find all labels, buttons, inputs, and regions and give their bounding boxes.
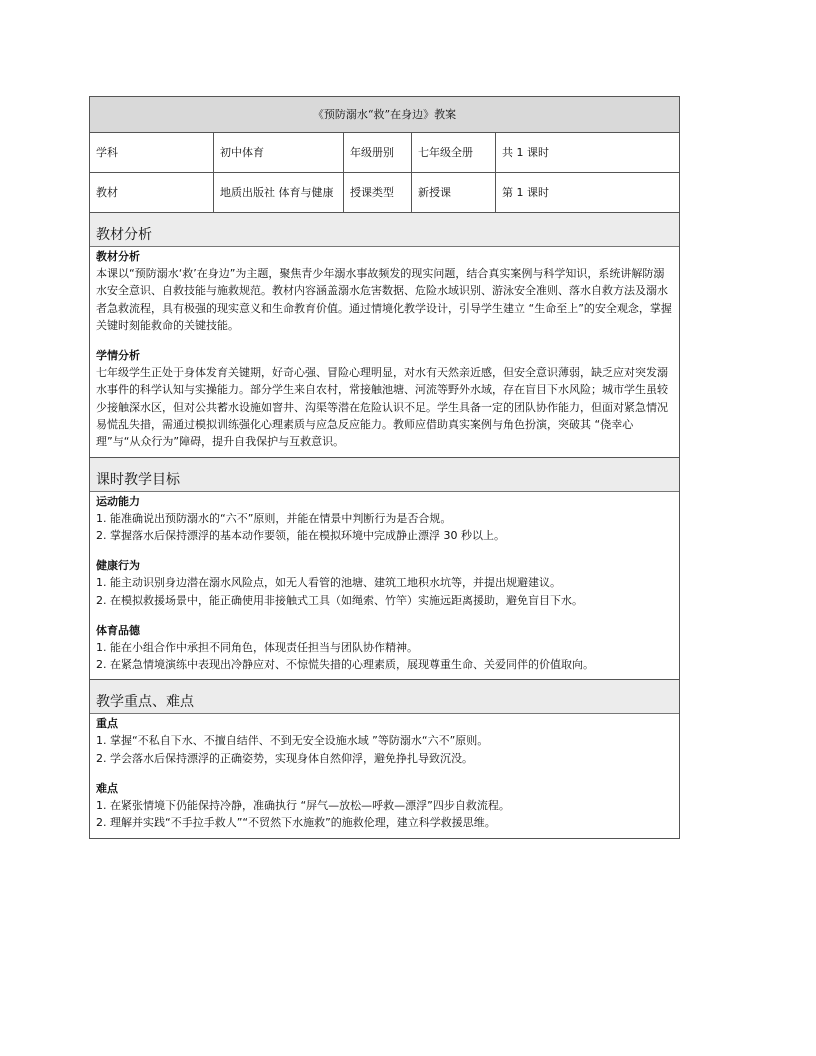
objective-group-title: 运动能力 bbox=[96, 494, 140, 508]
objective-group-title: 健康行为 bbox=[96, 559, 140, 573]
keypoint-group-title: 重点 bbox=[96, 717, 118, 731]
grade-label: 年级册别 bbox=[344, 133, 412, 173]
difficulty-item: 1. 在紧张情境下仍能保持冷静，准确执行 “屏气—放松—呼救—漂浮”四步自救流程。 bbox=[96, 799, 510, 813]
lesson-type-value: 新授课 bbox=[412, 173, 496, 213]
objective-item: 2. 掌握落水后保持漂浮的基本动作要领，能在模拟环境中完成静止漂浮 30 秒以上。 bbox=[96, 528, 505, 542]
total-hours: 共 1 课时 bbox=[496, 133, 680, 173]
objectives-section bbox=[90, 457, 680, 680]
current-hour: 第 1 课时 bbox=[496, 173, 680, 213]
document-title: 《预防溺水“救”在身边》教案 bbox=[90, 97, 680, 133]
grade-value: 七年级全册 bbox=[412, 133, 496, 173]
difficulty-group-title: 难点 bbox=[96, 782, 118, 796]
objective-item: 1. 能在小组合作中承担不同角色，体现责任担当与团队协作精神。 bbox=[96, 640, 418, 654]
lesson-type-label: 授课类型 bbox=[344, 173, 412, 213]
objective-group-title: 体育品德 bbox=[96, 623, 140, 637]
textbook-value: 地质出版社 体育与健康 bbox=[214, 173, 344, 213]
lesson-plan-table bbox=[89, 96, 680, 839]
objective-item: 2. 在模拟救援场景中，能正确使用非接触式工具（如绳索、竹竿）实施远距离援助，避免盲目下水。 bbox=[96, 593, 583, 607]
keypoint-item: 1. 掌握“不私自下水、不擅自结伴、不到无安全设施水域 ”等防溺水“六不”原则。 bbox=[96, 734, 489, 748]
analysis-heading: 教材分析 bbox=[90, 213, 679, 247]
textbook-analysis-subtitle: 教材分析 bbox=[96, 250, 140, 263]
textbook-analysis-text: 本课以“预防溺水‘救’在身边”为主题，聚焦青少年溺水事故频发的现实问题，结合真实案例与科学知识，系统讲解防溺水安全意识、自救技能与施救规范。教材内容涵盖溺水危害数据、危险水域识别、游泳安全准则、落水自救方法及溺水者急救流程，具有极强的现实意义和生命教育价值。通过情境化教学设计，引导学生建立 “生命至上”的安全观念，掌握关键时刻能救命的关键技能。 bbox=[96, 267, 672, 332]
lesson-plan-page bbox=[89, 96, 679, 839]
objective-item: 1. 能主动识别身边潜在溺水风险点，如无人看管的池塘、建筑工地积水坑等，并提出规避建议。 bbox=[96, 576, 561, 590]
subject-value: 初中体育 bbox=[214, 133, 344, 173]
student-analysis-subtitle: 学情分析 bbox=[96, 349, 140, 363]
keypoint-item: 2. 学会落水后保持漂浮的正确姿势，实现身体自然仰浮，避免挣扎导致沉没。 bbox=[96, 751, 473, 765]
keypoints-heading: 教学重点、难点 bbox=[90, 680, 679, 714]
difficulty-item: 2. 理解并实践“不手拉手救人”“不贸然下水施救”的施救伦理，建立科学救援思维。 bbox=[96, 816, 496, 830]
textbook-label: 教材 bbox=[90, 173, 214, 213]
objective-item: 1. 能准确说出预防溺水的“六不”原则，并能在情景中判断行为是否合规。 bbox=[96, 511, 452, 525]
student-analysis-text: 七年级学生正处于身体发育关键期，好奇心强、冒险心理明显，对水有天然亲近感，但安全意识薄弱，缺乏应对突发溺水事件的科学认知与实操能力。部分学生来自农村，常接触池塘、河流等野外水域，存在盲目下水风险；城市学生虽较少接触深水区，但对公共蓄水设施如窨井、沟渠等潜在危险认识不足。学生具备一定的团队协作能力，但面对紧急情况易慌乱失措，需通过模拟训练强化心理素质与应急反应能力。教师应借助真实案例与角色扮演，突破其 “侥幸心理”与“从众行为”障碍，提升自我保护与互救意识。 bbox=[96, 366, 668, 449]
keypoints-section bbox=[90, 680, 680, 838]
objective-item: 2. 在紧急情境演练中表现出冷静应对、不惊慌失措的心理素质，展现尊重生命、关爱同伴的价值取向。 bbox=[96, 658, 594, 672]
analysis-section bbox=[90, 213, 680, 458]
subject-label: 学科 bbox=[90, 133, 214, 173]
objectives-heading: 课时教学目标 bbox=[90, 458, 679, 492]
